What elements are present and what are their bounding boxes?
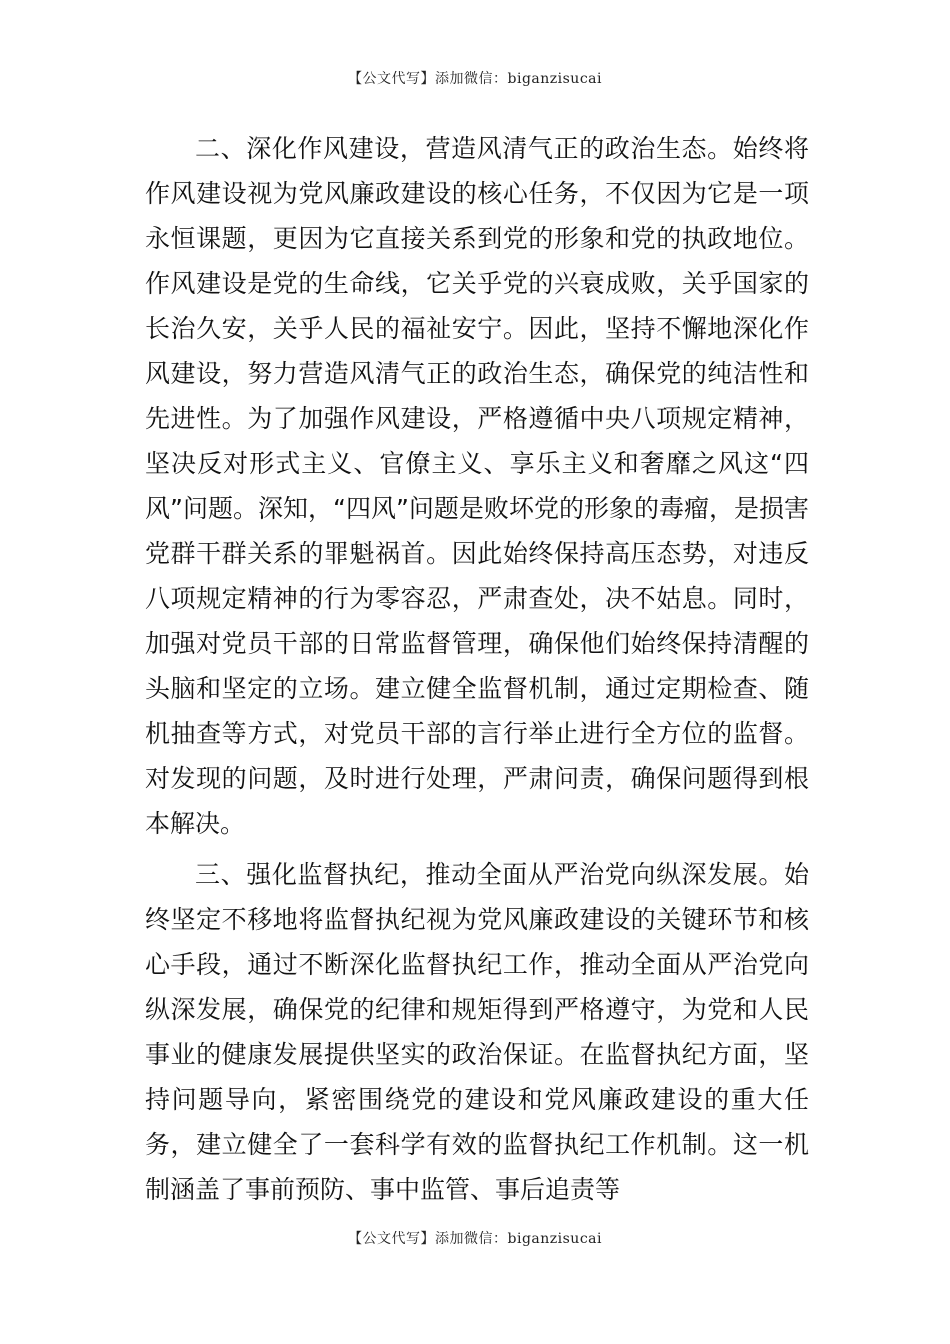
paragraph-section-3: 三、强化监督执纪，推动全面从严治党向纵深发展。始终坚定不移地将监督执纪视为党风廉政建设的关键环节和核心手段，通过不断深化监督执纪工作，推动全面从严治党向纵深发展，确保党的纪律和规矩得到严格遵守，为党和人民事业的健康发展提供坚实的政治保证。在监督执纪方面，坚持问题导向，紧密围绕党的建设和党风廉政建设的重大任务，建立健全了一套科学有效的监督执纪工作机制。这一机制涵盖了事前预防、事中监管、事后追责等	[145, 860, 809, 1204]
page-header: 【公文代写】添加微信：biganzisucai	[348, 71, 602, 87]
paragraph-section-2: 二、深化作风建设，营造风清气正的政治生态。始终将作风建设视为党风廉政建设的核心任务，不仅因为它是一项永恒课题，更因为它直接关系到党的形象和党的执政地位。作风建设是党的生命线，它关乎党的兴衰成败，关乎国家的长治久安，关乎人民的福祉安宁。因此，坚持不懈地深化作风建设，努力营造风清气正的政治生态，确保党的纯洁性和先进性。为了加强作风建设，严格遵循中央八项规定精神，坚决反对形式主义、官僚主义、享乐主义和奢靡之风这“四风”问题。深知，“四风”问题是败坏党的形象的毒瘤，是损害党群干群关系的罪魁祸首。因此始终保持高压态势，对违反八项规定精神的行为零容忍，严肃查处，决不姑息。同时，加强对党员干部的日常监督管理，确保他们始终保持清醒的头脑和坚定的立场。建立健全监督机制，通过定期检查、随机抽查等方式，对党员干部的言行举止进行全方位的监督。对发现的问题，及时进行处理，严肃问责，确保问题得到根本解决。	[145, 134, 809, 838]
document-body	[145, 126, 809, 1212]
page-footer: 【公文代写】添加微信：biganzisucai	[348, 1231, 602, 1247]
